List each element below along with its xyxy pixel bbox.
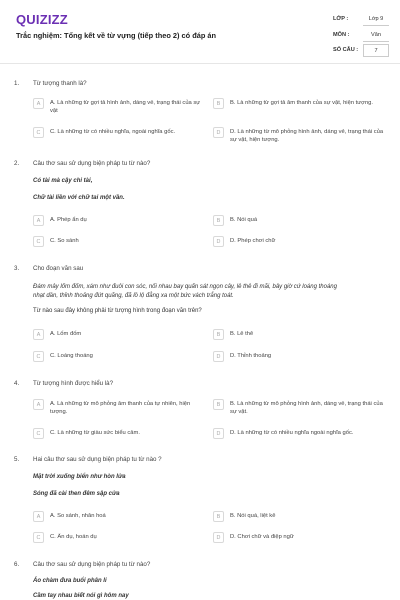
option-letter-box: D — [213, 127, 224, 138]
question-number: 5. — [14, 456, 20, 463]
option-text: D. Là những từ có nhiều nghĩa ngoài nghĩa gốc. — [230, 430, 354, 436]
option-text: C. Là những từ có nhiều nghĩa, ngoài nghĩa gốc. — [50, 129, 176, 135]
answer-option[interactable] — [33, 399, 208, 419]
option-text: A. So sánh, nhân hoá — [50, 513, 106, 519]
answer-option[interactable] — [213, 532, 388, 552]
passage-line: Đám mây lốm đốm, xám như đuôi con sóc, nối nhau bay quấn sát ngọn cây, lê thê đi mãi, bây giờ cứ loáng thoáng — [33, 284, 337, 290]
option-letter-box: C — [33, 127, 44, 138]
answer-option[interactable] — [33, 236, 208, 256]
answer-option[interactable] — [33, 98, 208, 118]
answer-option[interactable] — [33, 428, 208, 448]
option-text: C. Là những từ giàu sức biểu cảm. — [50, 430, 140, 436]
option-letter-box: D — [213, 428, 224, 439]
quote-line: Cầm tay nhau biết nói gì hôm nay — [33, 593, 129, 599]
option-text: C. Ẩn dụ, hoán dụ — [50, 534, 97, 540]
page-title: Trắc nghiệm: Tổng kết về từ vựng (tiếp theo 2) có đáp án — [16, 31, 217, 40]
worksheet-header — [0, 0, 400, 64]
answer-option[interactable] — [33, 127, 208, 147]
sub-question: Từ nào sau đây không phải từ tượng hình trong đoạn văn trên? — [33, 308, 202, 314]
option-text: B. Là những từ mô phỏng hình ảnh, dáng vẻ, trạng thái của sự vật. — [230, 401, 383, 415]
answer-option[interactable] — [33, 215, 208, 235]
quote-line: Sóng đã cài then đêm sập cửa — [33, 491, 120, 497]
option-text: A. Là những từ gợi tả hình ảnh, dáng vẻ, trạng thái của sự vật — [50, 100, 201, 114]
question-text: Hai câu thơ sau sử dụng biện pháp tu từ nào ? — [33, 456, 162, 463]
option-text: B. Là những từ gợi tả âm thanh của sự vật, hiện tượng. — [230, 100, 374, 106]
answer-option[interactable] — [213, 511, 388, 531]
option-letter-box: D — [213, 532, 224, 543]
option-letter-box: A — [33, 329, 44, 340]
answer-option[interactable] — [213, 428, 388, 448]
option-letter-box: D — [213, 236, 224, 247]
meta-count — [333, 44, 389, 58]
quote-line: Có tài mà cậy chi tài, — [33, 178, 93, 184]
question-number: 1. — [14, 80, 20, 87]
answer-option[interactable] — [33, 351, 208, 371]
option-text: D. Là những từ mô phỏng hình ảnh, dáng vẻ, trạng thái của sự vật, hiện tượng. — [230, 129, 384, 143]
question-text: Từ tượng hình được hiểu là? — [33, 380, 114, 387]
option-letter-box: C — [33, 236, 44, 247]
option-letter-box: C — [33, 532, 44, 543]
question-text: Câu thơ sau sử dụng biện pháp tu từ nào? — [33, 160, 151, 167]
answer-option[interactable] — [33, 511, 208, 531]
option-text: A. Phép ẩn dụ — [50, 217, 87, 223]
question-number: 3. — [14, 265, 20, 272]
answer-option[interactable] — [213, 351, 388, 371]
answer-option[interactable] — [33, 532, 208, 552]
option-text: C. So sánh — [50, 238, 79, 244]
question-number: 6. — [14, 561, 20, 568]
option-text: D. Phép chơi chữ — [230, 238, 276, 244]
question-text: Câu thơ sau sử dụng biện pháp tu từ nào? — [33, 561, 151, 568]
question-number: 4. — [14, 380, 20, 387]
option-letter-box: C — [33, 351, 44, 362]
answer-option[interactable] — [213, 329, 388, 349]
option-letter-box: A — [33, 98, 44, 109]
option-text: B. Nói quá — [230, 217, 258, 223]
meta-value-field[interactable]: Lớp 9 — [363, 13, 389, 26]
answer-option[interactable] — [213, 98, 388, 118]
option-letter-box: A — [33, 215, 44, 226]
option-text: D. Chơi chữ và điệp ngữ — [230, 534, 294, 540]
option-letter-box: B — [213, 329, 224, 340]
answer-option[interactable] — [213, 236, 388, 256]
meta-value-field[interactable]: 7 — [363, 44, 389, 57]
option-letter-box: C — [33, 428, 44, 439]
option-letter-box: D — [213, 351, 224, 362]
answer-option[interactable] — [213, 399, 388, 419]
option-text: C. Loáng thoáng — [50, 353, 93, 359]
quote-line: Mặt trời xuống biển như hòn lửa — [33, 474, 126, 480]
option-letter-box: B — [213, 399, 224, 410]
option-text: B. Lê thê — [230, 331, 254, 337]
question-text: Cho đoạn văn sau — [33, 265, 84, 272]
answer-option[interactable] — [33, 329, 208, 349]
meta-label: MÔN : — [333, 32, 350, 38]
quote-line: Áo chàm đưa buổi phân li — [33, 578, 107, 584]
quote-line: Chữ tài liền với chữ tai một vần. — [33, 195, 125, 201]
option-letter-box: B — [213, 511, 224, 522]
option-text: D. Thỉnh thoảng — [230, 353, 272, 359]
meta-value-field[interactable]: Văn — [363, 29, 389, 42]
answer-option[interactable] — [213, 127, 388, 147]
option-letter-box: B — [213, 215, 224, 226]
option-text: A. Là những từ mô phỏng âm thanh của tự nhiên, hiện tượng. — [50, 401, 191, 415]
option-text: A. Lốm đốm — [50, 331, 82, 337]
meta-label: LỚP : — [333, 16, 349, 22]
question-text: Từ tượng thanh là? — [33, 80, 87, 87]
option-letter-box: A — [33, 399, 44, 410]
option-letter-box: B — [213, 98, 224, 109]
meta-subject — [333, 29, 389, 43]
answer-option[interactable] — [213, 215, 388, 235]
question-number: 2. — [14, 160, 20, 167]
brand-logo: QUIZIZZ — [16, 12, 68, 27]
meta-label: SỐ CÂU : — [333, 47, 359, 53]
option-text: B. Nói quá, liệt kê — [230, 513, 276, 519]
option-letter-box: A — [33, 511, 44, 522]
passage-line: nhạt dần, thỉnh thoảng đứt quãng, đã lồ lộ đằng xa một bức vách trắng toát. — [33, 293, 234, 299]
meta-class — [333, 13, 389, 27]
